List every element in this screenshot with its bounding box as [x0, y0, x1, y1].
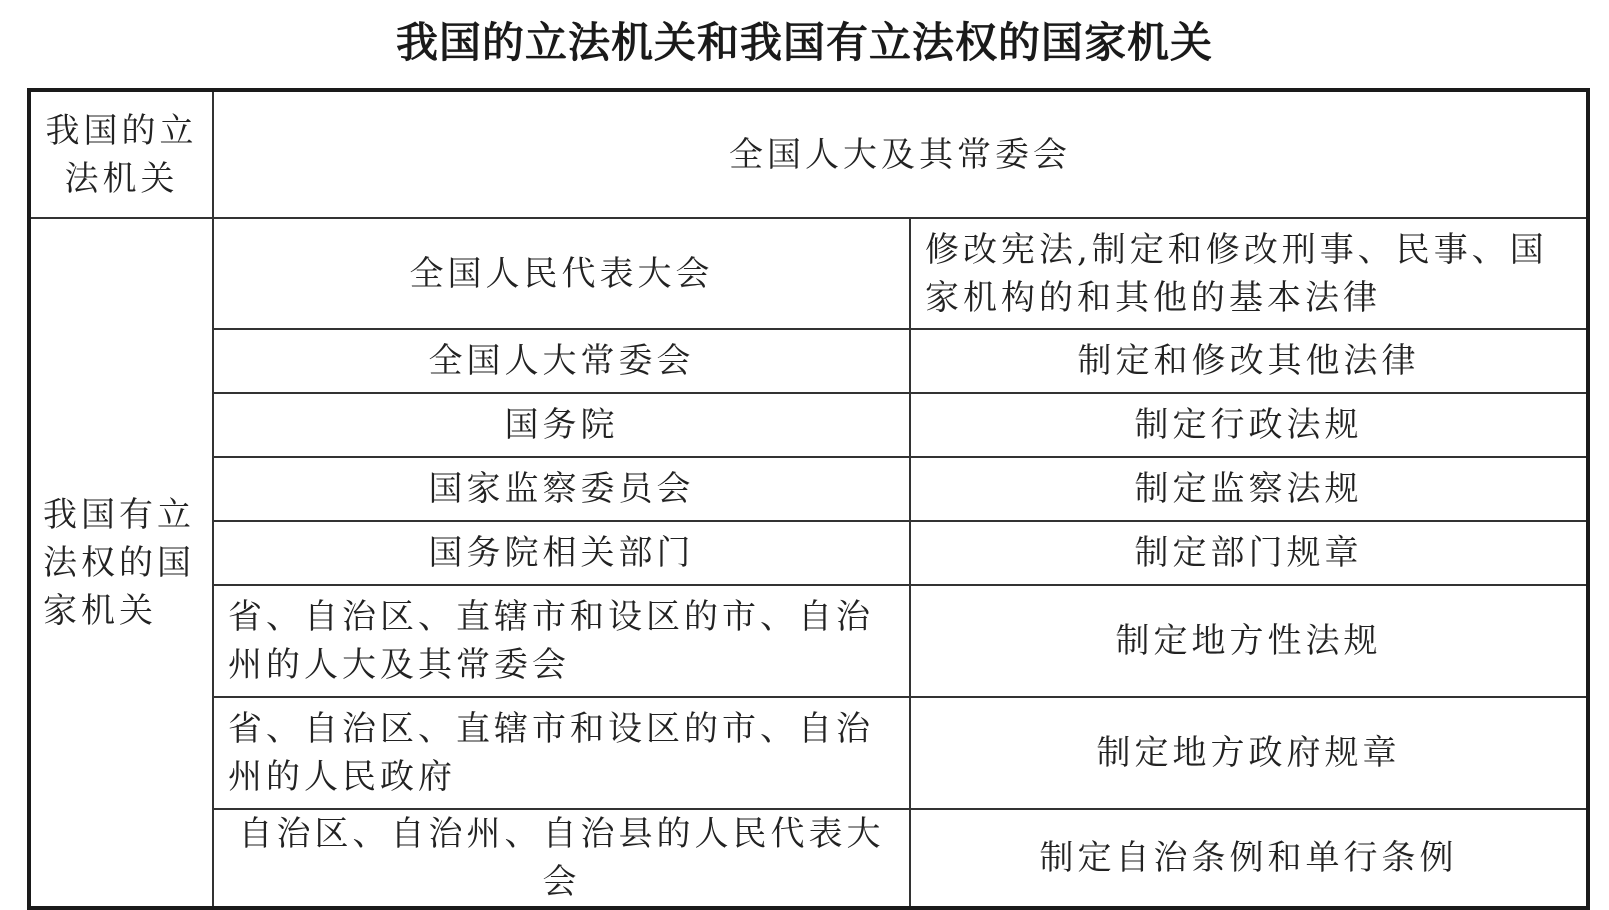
- power-cell: 制定部门规章: [910, 521, 1588, 585]
- authorized-organs-label: 我国有立法权的国家机关: [29, 218, 213, 908]
- power-cell: 制定和修改其他法律: [910, 329, 1588, 393]
- table-row: [29, 90, 1588, 218]
- page-title: 我国的立法机关和我国有立法权的国家机关: [395, 18, 1213, 67]
- table-row: [29, 457, 1588, 521]
- table-row: [29, 521, 1588, 585]
- legislative-organs-table: [27, 88, 1590, 910]
- power-cell: 制定监察法规: [910, 457, 1588, 521]
- organ-cell: 国务院相关部门: [213, 521, 910, 585]
- table-row: [29, 585, 1588, 697]
- organ-cell: 省、自治区、直辖市和设区的市、自治州的人大及其常委会: [213, 585, 910, 697]
- legislative-organ-value: 全国人大及其常委会: [213, 90, 1588, 218]
- power-cell: 制定地方性法规: [910, 585, 1588, 697]
- power-cell: 修改宪法,制定和修改刑事、民事、国家机构的和其他的基本法律: [910, 218, 1588, 329]
- organ-cell: 自治区、自治州、自治县的人民代表大会: [213, 809, 910, 908]
- organ-cell: 国务院: [213, 393, 910, 457]
- table-row: [29, 218, 1588, 329]
- power-cell: 制定地方政府规章: [910, 697, 1588, 809]
- table-row: [29, 329, 1588, 393]
- organ-cell: 全国人民代表大会: [213, 218, 910, 329]
- table-row: [29, 697, 1588, 809]
- power-cell: 制定自治条例和单行条例: [910, 809, 1588, 908]
- table-row: [29, 809, 1588, 908]
- organ-cell: 省、自治区、直辖市和设区的市、自治州的人民政府: [213, 697, 910, 809]
- power-cell: 制定行政法规: [910, 393, 1588, 457]
- organ-cell: 国家监察委员会: [213, 457, 910, 521]
- table-row: [29, 393, 1588, 457]
- organ-cell: 全国人大常委会: [213, 329, 910, 393]
- legislative-organ-label: 我国的立法机关: [29, 90, 213, 218]
